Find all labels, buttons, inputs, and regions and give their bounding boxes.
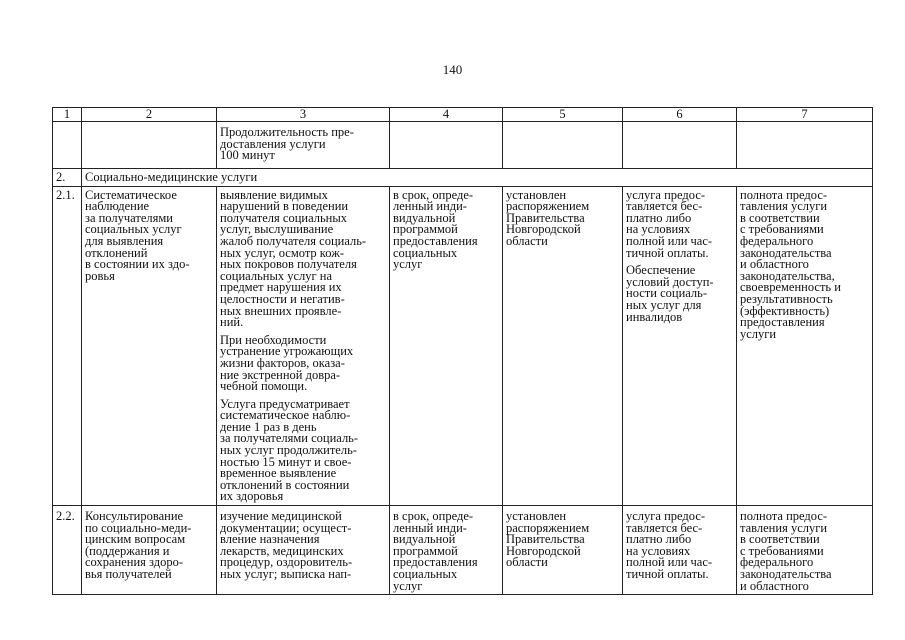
service-row-2-1 [53,186,873,505]
column-number-row [53,108,873,122]
service-number: 2.2. [53,506,82,595]
service-description [220,511,386,581]
text-line: вья получателей [85,567,172,581]
text-line: полной или час- [626,233,713,248]
text-line: ностью 15 минут и свое- [220,454,352,469]
continuation-row [53,122,873,169]
text-line: процедур, оздоровитель- [220,555,353,570]
text-line: ленный инди- [393,199,467,214]
text-line: на условиях [626,543,691,558]
text-line: услуг, выслушивание [220,222,334,237]
column-number-cell: 1 [53,108,82,122]
text-line: сохранения здоро- [85,555,184,570]
column-number-cell: 6 [623,108,737,122]
text-line: наблюдение [85,199,150,214]
service-conditions [626,511,733,581]
service-standard-cell [217,186,390,505]
text-line: законодательства [740,245,832,260]
text-line: в состоянии их здо- [85,257,190,272]
service-quality-cell [737,506,873,595]
text-line: установлен [506,509,567,524]
text-line: с требованиями [740,543,824,558]
text-line: услуга предос- [626,509,706,524]
text-line: услуга предос- [626,187,706,202]
column-number-cell: 2 [82,108,217,122]
text-line: отклонений [85,245,148,260]
text-line: полной или час- [626,555,713,570]
text-line: нарушений в поведении [220,199,349,214]
text-line: жалоб получателя социаль- [220,233,367,248]
text-line: ние экстренной довра- [220,367,341,382]
service-quality [740,187,869,341]
service-conditions-cell [623,506,737,595]
text-line: ных услуг; выписка нап- [220,567,352,581]
column-number-cell: 4 [390,108,503,122]
table-cell [82,122,217,169]
text-line: федерального [740,555,814,570]
text-line: и областного [740,578,809,593]
section-number: 2. [53,169,82,187]
text-line: ленный инди- [393,520,467,535]
text-line: тавляется бес- [626,520,703,535]
text-line: вление назначения [220,532,320,547]
service-tariff-cell [503,506,623,595]
text-line: социальных услуг [85,222,182,237]
service-description-paragraph [220,187,386,330]
text-line: (эффективность) [740,303,830,318]
table-cell [737,122,873,169]
service-row-2-2 [53,506,873,595]
text-line: на условиях [626,222,691,237]
service-name-cell [82,186,217,505]
text-line: распоряжением [506,199,590,214]
service-term [393,511,499,592]
service-description-paragraph [220,396,386,504]
text-line: Обеспечение [626,263,696,278]
service-name [85,511,213,581]
service-term [393,187,499,272]
text-line: тичной оплаты. [626,567,709,581]
service-tariff [506,187,619,248]
text-line: платно либо [626,532,692,547]
text-line: ных услуг продолжитель- [220,443,357,458]
text-line: программой [393,543,458,558]
text-line: временное выявление [220,466,337,481]
text-line: полнота предос- [740,509,828,524]
service-conditions-paragraph [626,187,733,260]
text-line: получателя социальных [220,210,348,225]
text-line: Новгородской [506,543,581,558]
text-line: за получателями социаль- [220,431,359,446]
text-line: целостности и негатив- [220,291,345,306]
text-line: социальных услуг на [220,268,333,283]
text-line: тичной оплаты. [626,245,709,260]
text-line: программой [393,222,458,237]
service-number: 2.1. [53,186,82,505]
text-line: условий доступ- [626,274,714,289]
text-line: услуг [393,578,423,593]
text-line: отклонений в состоянии [220,477,350,492]
text-line: жизни факторов, оказа- [220,355,345,370]
text-line: (поддержания и [85,543,170,558]
text-line: тавляется бес- [626,199,703,214]
text-line: предмет нарушения их [220,280,342,295]
text-line: инвалидов [626,309,683,324]
text-line: ных услуг, осмотр кож- [220,245,344,260]
text-line: Правительства [506,532,585,547]
text-line: доставления услуги [220,136,326,151]
service-conditions-paragraph [626,265,733,323]
text-line: документации; осущест- [220,520,352,535]
section-title: Социально-медицинские услуги [82,169,873,187]
text-line: предоставления [740,315,825,330]
text-line: с требованиями [740,222,824,237]
text-line: в срок, опреде- [393,187,474,202]
service-description-paragraph [220,332,386,394]
text-line: в соответствии [740,532,820,547]
text-line: При необходимости [220,332,327,347]
text-line: чебной помощи. [220,379,308,394]
text-line: Новгородской [506,222,581,237]
service-tariff-cell [503,186,623,505]
service-quality-cell [737,186,873,505]
table-cell [53,122,82,169]
section-row [53,169,873,187]
text-line: в срок, опреде- [393,509,474,524]
text-line: области [506,555,548,570]
text-line: тавления услуги [740,520,828,535]
text-line: области [506,233,548,248]
text-line: Услуга предусматривает [220,396,350,411]
text-line: социальных [393,567,458,581]
text-line: ных услуг для [626,297,702,312]
text-line: видуальной [393,532,456,547]
service-tariff [506,511,619,569]
text-line: видуальной [393,210,456,225]
text-line: услуги [740,326,777,341]
text-line: выявление видимых [220,187,328,202]
text-line: по социально-меди- [85,520,192,535]
text-line: ровья [85,268,115,283]
service-standard-cell [217,122,390,169]
service-standard-cell [217,506,390,595]
column-number-cell: 7 [737,108,873,122]
text-line: их здоровья [220,489,284,504]
text-line: ных покровов получателя [220,257,357,272]
text-line: законодательства [740,567,832,581]
text-line: за получателями [85,210,173,225]
text-line: предоставления [393,555,478,570]
services-table [52,107,873,595]
text-line: услуг [393,257,423,272]
service-quality [740,511,869,592]
text-line: платно либо [626,210,692,225]
table-cell [623,122,737,169]
text-line: ности социаль- [626,286,708,301]
table-cell [503,122,623,169]
text-line: цинским вопросам [85,532,186,547]
text-line: ных внешних проявле- [220,303,342,318]
text-line: и областного [740,257,809,272]
text-line: предоставления [393,233,478,248]
text-line: в соответствии [740,210,820,225]
duration-text [220,127,386,162]
text-line: изучение медицинской [220,509,342,524]
text-line: распоряжением [506,520,590,535]
column-number-cell: 3 [217,108,390,122]
text-line: для выявления [85,233,164,248]
text-line: лекарств, медицинских [220,543,344,558]
text-line: 100 минут [220,148,275,163]
service-conditions-cell [623,186,737,505]
text-line: дение 1 раз в день [220,419,317,434]
service-term-cell [390,186,503,505]
text-line: федерального [740,233,814,248]
text-line: ний. [220,315,244,330]
text-line: Правительства [506,210,585,225]
text-line: устранение угрожающих [220,344,354,359]
service-name [85,187,213,283]
text-line: законодательства, [740,268,835,283]
page-number: 140 [442,62,463,77]
text-line: Консультирование [85,509,184,524]
table-cell [390,122,503,169]
text-line: полнота предос- [740,187,828,202]
text-line: Продолжительность пре- [220,125,354,139]
text-line: результативность [740,291,833,306]
text-line: систематическое наблю- [220,408,351,423]
text-line: своевременность и [740,280,841,295]
column-number-cell: 5 [503,108,623,122]
service-term-cell [390,506,503,595]
text-line: установлен [506,187,567,202]
text-line: Систематическое [85,187,177,202]
text-line: социальных [393,245,458,260]
service-name-cell [82,506,217,595]
text-line: тавления услуги [740,199,828,214]
